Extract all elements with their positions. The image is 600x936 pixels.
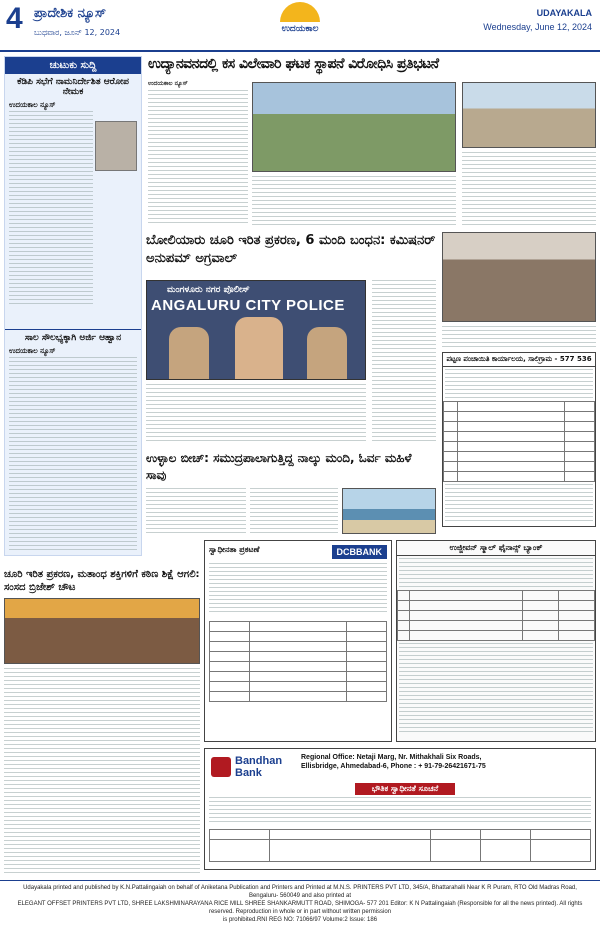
left-section-2-text: [9, 357, 137, 553]
main-article-col-1: [148, 90, 248, 226]
table-row: [210, 622, 387, 632]
imprint-footer: [0, 880, 600, 936]
dcb-logo: DCBBANK: [332, 545, 388, 559]
auction-terms: [399, 643, 593, 733]
masthead: [0, 0, 600, 52]
newspaper-logo: [250, 2, 350, 48]
imprint-line-2: ELEGANT OFFSET PRINTERS PVT LTD, SHREE LAKSHMINARAYANA RICE MILL SHREE SHANKARMUTT ROAD, SHIMOGA- 577 201 Editor: K N Pattalingaiah (Responsible for all the news printed). All rights reserved. Reproduction in whole or in part without written permission: [17, 901, 583, 915]
table-row: [210, 632, 387, 642]
table-row: [210, 692, 387, 702]
table-row: [210, 840, 591, 862]
bandhan-name: [235, 755, 282, 779]
group-photo: [442, 232, 596, 322]
auction-notice: [396, 540, 596, 742]
brand-english: UDAYAKALA: [536, 8, 592, 18]
left-section-2-headline: ಸಾಲ ಸೌಲಭ್ಯಕ್ಕಾಗಿ ಅರ್ಜಿ ಆಹ್ವಾನ: [5, 329, 141, 346]
tender-table: [443, 401, 595, 482]
section-title: ಪ್ರಾದೇಶಿಕ ನ್ಯೂಸ್: [34, 6, 107, 21]
bandhan-bank-notice: [204, 748, 596, 870]
dcb-table: [209, 621, 387, 702]
left-column: [4, 56, 142, 556]
imprint-line-1: Udayakala printed and published by K.N.Pattalingaiah on behalf of Aniketana Publication and Printers and Printed at M.N.S. PRINTERS PVT LTD, 345/A, Bhattarahalli Near K R Puram, RTO Old Madras Road, Bengaluru- 560049 and also printed at: [23, 885, 577, 899]
left-headline: ಕೆಡಿಪಿ ಸಭೆಗೆ ನಾಮನಿರ್ದೇಶಿತ ಆರೋಪ ನೇಮಕ: [17, 77, 129, 97]
tender-notice: [442, 352, 596, 527]
auction-table: [397, 590, 595, 641]
dcb-bank-notice: [204, 540, 392, 742]
mp-press-photo: [4, 598, 200, 664]
police-sign-kannada: ಮಂಗಳೂರು ನಗರ ಪೊಲೀಸ್: [167, 285, 250, 295]
bandhan-address-line-2: Ellisbridge, Ahmedabad-6, Phone : + 91-79-26421671-75: [301, 763, 486, 770]
table-row: [210, 652, 387, 662]
main-headline: ಉದ್ಯಾನವನದಲ್ಲಿ ಕಸ ವಿಲೇವಾರಿ ಘಟಕ ಸ್ಥಾಪನೆ ವಿರೋಧಿಸಿ ಪ್ರತಿಭಟನೆ: [148, 56, 439, 72]
bandhan-logo: [211, 755, 295, 781]
bandhan-table: [209, 829, 591, 862]
person-figure: [235, 317, 283, 379]
table-row: [210, 642, 387, 652]
table-row: [444, 412, 595, 422]
table-row: [444, 402, 595, 412]
fourth-headline: ಚೂರಿ ಇರಿತ ಪ್ರಕರಣ, ಮತಾಂಧ ಶಕ್ತಿಗಳಿಗೆ ಕಠಿಣ ಶಿಕ್ಷೆ ಆಗಲಿ: ಸಂಸದ ಬ್ರಿಜೇಶ್ ಚೌಟ: [4, 569, 200, 593]
group-photo-caption: [442, 326, 596, 348]
tender-intro: [445, 369, 593, 399]
bandhan-name-line-2: Bank: [235, 767, 262, 779]
date-kannada: ಬುಧವಾರ, ಜೂನ್ 12, 2024: [34, 28, 121, 37]
table-row: [444, 472, 595, 482]
sun-icon: [280, 2, 320, 22]
bandhan-address-line-1: Regional Office: Netaji Marg, Nr. Mithakhali Six Roads,: [301, 754, 482, 761]
imprint-line-3: is prohibited.RNI REG NO: 71066/97 Volume:2 Issue: 186: [222, 917, 378, 923]
fourth-article-text: [4, 668, 200, 874]
left-article-text: [9, 111, 93, 307]
second-article-col-side: [372, 280, 436, 444]
second-headline: ಬೋಲಿಯಾರು ಚೂರಿ ಇರಿತ ಪ್ರಕರಣ, 6 ಮಂದಿ ಬಂಧನ: ಕಮಿಷನರ್ ಅನುಪಮ್ ಅಗ್ರವಾಲ್: [146, 233, 436, 266]
main-article-col-3: [462, 152, 596, 226]
table-row: [210, 682, 387, 692]
bandhan-notice-label: ಭೌತಿಕ ಸ್ವಾಧೀನತೆ ಸೂಚನೆ: [355, 783, 455, 795]
person-figure: [307, 327, 347, 379]
table-row: [210, 662, 387, 672]
section-label: ಚುಟುಕು ಸುದ್ದಿ: [5, 57, 141, 74]
left-section-2: [5, 329, 141, 553]
bandhan-mark-icon: [211, 757, 231, 777]
building-photo: [462, 82, 596, 148]
date-english: Wednesday, June 12, 2024: [483, 22, 592, 32]
table-row: [398, 601, 595, 611]
third-headline: ಉಳ್ಳಾಲ ಬೀಚ್: ಸಮುದ್ರಪಾಲಾಗುತ್ತಿದ್ದ ನಾಲ್ಕು ಮಂದಿ, ಓರ್ವ ಮಹಿಳೆ ಸಾವು: [146, 451, 412, 482]
auction-intro: [399, 558, 593, 588]
table-row: [210, 672, 387, 682]
left-byline: ಉದಯಕಾಲ ನ್ಯೂಸ್: [9, 101, 56, 109]
table-row: [398, 591, 595, 601]
table-row: [444, 462, 595, 472]
page-number: 4: [6, 2, 23, 35]
second-article-text: [146, 384, 366, 444]
tender-footer-text: [445, 484, 593, 524]
dcb-intro-text: [209, 563, 387, 615]
bandhan-intro-text: [209, 797, 591, 825]
protest-photo: [252, 82, 456, 172]
auction-title: ಉಜ್ಜೀವನ್ ಸ್ಮಾಲ್ ಫೈನಾನ್ಸ್ ಬ್ಯಾಂಕ್: [397, 541, 595, 556]
dcb-notice-title: ಸ್ವಾಧೀನತಾ ಪ್ರಕಟಣೆ: [209, 545, 260, 554]
person-figure: [169, 327, 209, 379]
left-section-2-byline: ಉದಯಕಾಲ ನ್ಯೂಸ್: [9, 347, 56, 355]
table-row: [444, 422, 595, 432]
table-row: [398, 621, 595, 631]
beach-photo: [342, 488, 436, 534]
table-row: [444, 452, 595, 462]
table-row: [210, 830, 591, 840]
third-article-col-1: [146, 488, 246, 534]
main-byline: ಉದಯಕಾಲ ನ್ಯೂಸ್: [148, 80, 188, 87]
police-sign-english: ANGALURU CITY POLICE: [151, 297, 345, 314]
table-row: [444, 442, 595, 452]
table-row: [398, 611, 595, 621]
logo-name: ಉದಯಕಾಲ: [281, 24, 319, 34]
main-article-col-2: [252, 176, 456, 226]
table-row: [444, 432, 595, 442]
tender-title: ಪಟ್ಟಣ ಪಂಚಾಯಿತಿ ಕಾರ್ಯಾಲಯ, ಸಾಲಿಗ್ರಾಮ - 577 536: [443, 353, 595, 367]
portrait-photo: [95, 121, 137, 171]
police-press-photo: [146, 280, 366, 380]
bandhan-address: [301, 753, 486, 771]
bandhan-name-line-1: Bandhan: [235, 755, 283, 767]
table-row: [398, 631, 595, 641]
third-article-col-2: [250, 488, 338, 534]
